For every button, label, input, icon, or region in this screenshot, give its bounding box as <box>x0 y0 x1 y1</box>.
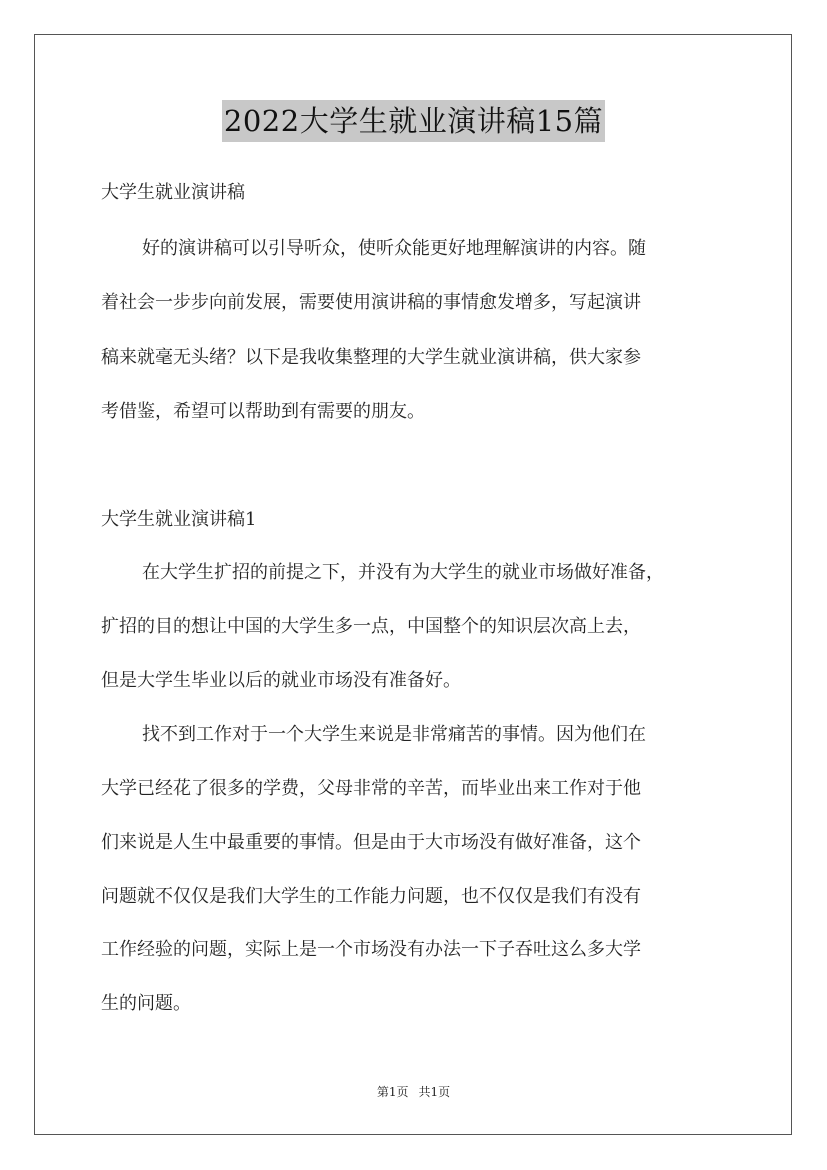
section-heading: 大学生就业演讲稿1 <box>101 509 257 530</box>
section-heading: 大学生就业演讲稿 <box>101 182 245 203</box>
document-title: 2022大学生就业演讲稿15篇 <box>222 100 605 142</box>
paragraph-line: 找不到工作对于一个大学生来说是非常痛苦的事情。因为他们在 <box>142 724 646 745</box>
paragraph-line: 在大学生扩招的前提之下，并没有为大学生的就业市场做好准备， <box>142 562 664 583</box>
paragraph-line: 着社会一步步向前发展，需要使用演讲稿的事情愈发增多，写起演讲 <box>101 292 641 313</box>
paragraph-line: 但是大学生毕业以后的就业市场没有准备好。 <box>101 670 461 691</box>
paragraph-line: 大学已经花了很多的学费，父母非常的辛苦，而毕业出来工作对于他 <box>101 778 641 799</box>
paragraph-line: 工作经验的问题，实际上是一个市场没有办法一下子吞吐这么多大学 <box>101 939 641 960</box>
paragraph-line: 好的演讲稿可以引导听众，使听众能更好地理解演讲的内容。随 <box>142 238 646 259</box>
paragraph-line: 生的问题。 <box>101 993 191 1014</box>
page-footer <box>0 1083 827 1100</box>
page-number-total: 共1页 <box>418 1085 451 1099</box>
paragraph-line: 稿来就毫无头绪？以下是我收集整理的大学生就业演讲稿，供大家参 <box>101 347 641 368</box>
paragraph-line: 们来说是人生中最重要的事情。但是由于大市场没有做好准备，这个 <box>101 832 641 853</box>
title-container <box>0 100 827 142</box>
paragraph-line: 问题就不仅仅是我们大学生的工作能力问题，也不仅仅是我们有没有 <box>101 886 641 907</box>
paragraph-line: 扩招的目的想让中国的大学生多一点，中国整个的知识层次高上去， <box>101 616 641 637</box>
page-number-current: 第1页 <box>376 1085 409 1099</box>
paragraph-line: 考借鉴，希望可以帮助到有需要的朋友。 <box>101 401 425 422</box>
